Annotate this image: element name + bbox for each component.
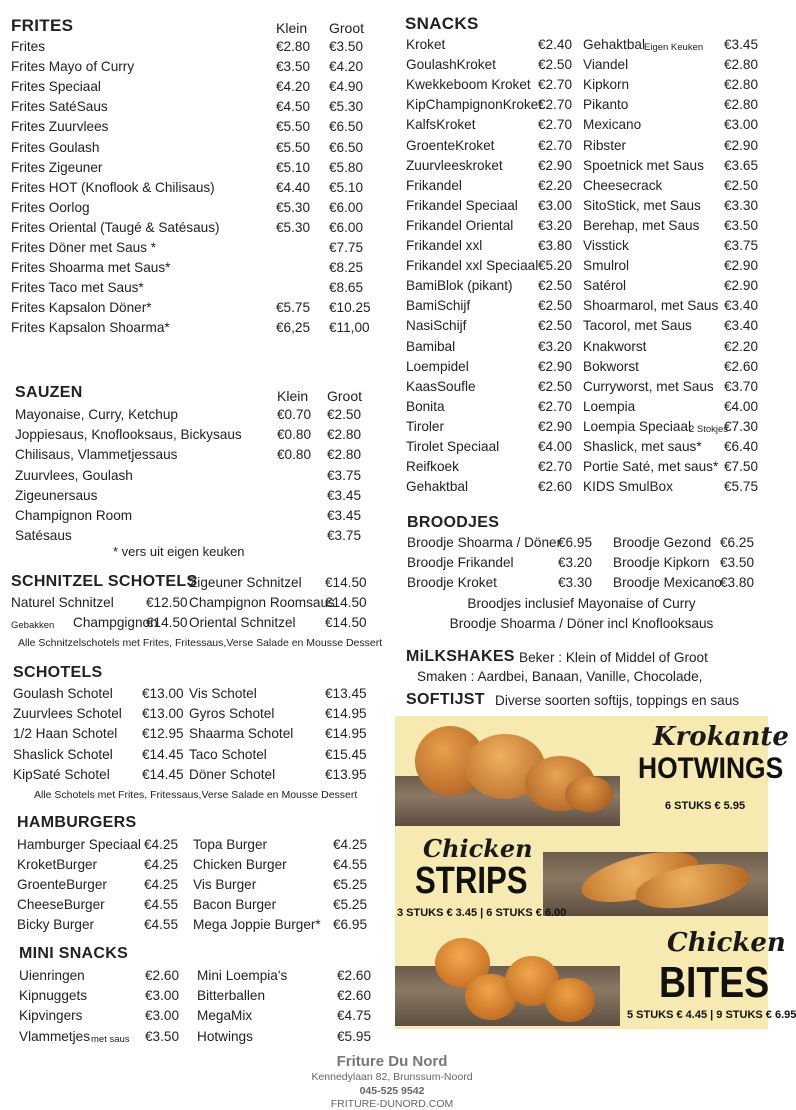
item-name: Zuurvlees, Goulash <box>15 467 133 483</box>
item-name-2: Smulrol <box>583 258 630 274</box>
item-price: €3.50 <box>145 1028 180 1044</box>
item-name: Kipvingers <box>19 1008 83 1024</box>
item-name: BamiBlok (pikant) <box>406 278 513 294</box>
milkshakes-line-1: Beker : Klein of Middel of Groot <box>519 650 708 665</box>
item-price-2: €3.65 <box>724 157 759 173</box>
item-price: €3.00 <box>145 1008 180 1024</box>
item-price-2: €3.75 <box>724 238 759 253</box>
snacks-heading: SNACKS <box>405 14 479 33</box>
item-name: Frites HOT (Knoflook & Chilisaus) <box>11 179 215 195</box>
item-name: Gehaktbal <box>406 479 468 495</box>
item-name: Loempidel <box>406 358 469 374</box>
item-name: Frites Speciaal <box>11 79 101 95</box>
item-price: €4.25 <box>144 877 179 893</box>
item-suffix-2: 2 Stokjes <box>689 423 729 435</box>
item-price: €4.25 <box>144 857 179 873</box>
item-price: €2.60 <box>538 479 573 495</box>
item-name: Champignon Room <box>15 508 133 523</box>
item-name: KipChampignonKroket <box>406 97 543 113</box>
strips-script: Chicken <box>423 834 533 863</box>
item-price: €4.00 <box>538 439 573 454</box>
chicken-bite-image <box>545 978 595 1022</box>
item-name-2: Vis Burger <box>193 877 257 893</box>
item-name-2: MegaMix <box>197 1008 253 1024</box>
item-price: €4.55 <box>144 897 179 913</box>
item-price-2: €5.75 <box>724 479 759 495</box>
chicken-wing-image <box>565 776 613 812</box>
bites-script: Chicken <box>667 928 786 958</box>
price-groot: €2.50 <box>327 407 362 422</box>
price-klein: €5.50 <box>276 139 311 155</box>
item-name: GroenteKroket <box>406 137 495 153</box>
item-price-2: €3.00 <box>724 117 759 133</box>
promo-panel <box>395 716 796 1029</box>
item-price: €2.70 <box>538 398 573 414</box>
item-price-2: €5.25 <box>333 897 368 913</box>
item-price-2: €14.50 <box>325 615 367 631</box>
item-price-2: €13.95 <box>325 766 367 782</box>
item-name: KipSaté Schotel <box>13 766 110 782</box>
item-name: Uienringen <box>19 968 85 983</box>
item-price-2: €14.95 <box>325 706 367 722</box>
schotels-heading: SCHOTELS <box>13 664 103 681</box>
item-price-2: €14.50 <box>325 575 367 590</box>
item-name-2: Cheesecrack <box>583 177 663 193</box>
item-name: Tiroler <box>406 418 445 434</box>
price-groot: €5.80 <box>329 159 364 175</box>
item-name-2: Broodje Kipkorn <box>613 555 710 571</box>
hotwings-price: 6 STUKS € 5.95 <box>665 800 746 812</box>
footer-business-name: Friture Du Nord <box>336 1053 448 1070</box>
price-klein: €0.80 <box>277 447 312 463</box>
item-price-2: €2.80 <box>724 57 759 73</box>
item-price: €3.20 <box>538 338 573 354</box>
item-name: Vlammetjes <box>19 1028 91 1044</box>
item-name-2: Chicken Burger <box>193 857 287 873</box>
softijs-line: Diverse soorten softijs, toppings en saus <box>495 693 740 708</box>
item-name-2: Mini Loempia's <box>197 968 288 983</box>
item-name: KroketBurger <box>17 857 98 873</box>
price-klein: €4.40 <box>276 179 311 195</box>
item-name: Zuurvlees Schotel <box>13 706 122 722</box>
item-price: €2.70 <box>538 97 573 113</box>
item-price-2: €3.40 <box>724 318 759 334</box>
price-klein: €5.50 <box>276 119 311 135</box>
item-name: Bamibal <box>406 338 456 354</box>
item-name-2: Tacorol, met Saus <box>583 318 692 334</box>
item-prefix: Gebakken <box>11 620 55 632</box>
item-name-2: Spoetnick met Saus <box>583 157 704 173</box>
item-price: €3.30 <box>558 575 593 591</box>
price-groot: €7.75 <box>329 240 364 255</box>
item-price-2: €3.80 <box>720 575 755 591</box>
item-name: Frikandel Oriental <box>406 217 514 233</box>
item-price: €3.20 <box>558 555 593 571</box>
item-name: Frites Goulash <box>11 139 100 155</box>
item-price: €3.80 <box>538 238 573 253</box>
item-price: €13.00 <box>142 706 184 722</box>
footer-website: FRITURE-DUNORD.COM <box>330 1098 454 1110</box>
price-groot: €3.45 <box>327 487 362 503</box>
price-klein: €4.50 <box>276 99 311 115</box>
item-name: Frites Zuurvlees <box>11 119 109 135</box>
item-price-2: €4.00 <box>724 398 759 414</box>
hotwings-script: Krokante <box>653 722 789 752</box>
item-price-2: €6.25 <box>720 535 755 550</box>
item-price: €4.25 <box>144 837 179 852</box>
item-name: NasiSchijf <box>406 318 467 334</box>
price-groot: €3.75 <box>327 528 362 544</box>
price-groot: €4.20 <box>329 59 364 75</box>
item-name: BamiSchijf <box>406 298 471 314</box>
item-name: Frites Kapsalon Döner* <box>11 300 152 316</box>
hotwings-title: HOTWINGS <box>638 752 784 785</box>
item-price-2: €5.25 <box>333 877 368 893</box>
item-name: Reifkoek <box>406 459 459 475</box>
item-name-2: Mexicano <box>583 117 642 133</box>
item-name-2: Champignon Roomsaus <box>189 595 335 611</box>
item-name-2: Taco Schotel <box>189 746 267 762</box>
price-groot: €4.90 <box>329 79 364 95</box>
item-name-2: KIDS SmulBox <box>583 479 673 495</box>
price-klein: €5.30 <box>276 219 311 235</box>
item-name: Kipnuggets <box>19 988 88 1004</box>
price-groot: €6.00 <box>329 199 364 215</box>
item-name-2: Shoarmarol, met Saus <box>583 298 719 314</box>
item-price-2: €5.95 <box>337 1028 372 1044</box>
bites-price: 5 STUKS € 4.45 | 9 STUKS € 6.95 <box>627 1009 796 1021</box>
strips-title: STRIPS <box>415 860 528 902</box>
item-price: €14.50 <box>146 615 188 631</box>
sauzen-col-groot: Groot <box>327 388 363 404</box>
item-name-2: SitoStick, met Saus <box>583 197 701 213</box>
schnitzel-note: Alle Schnitzelschotels met Frites, Fritessaus,Verse Salade en Mousse Dessert <box>18 637 383 649</box>
item-name: Satésaus <box>15 528 72 544</box>
item-price: €2.70 <box>538 77 573 93</box>
item-name-2: Knakworst <box>583 338 647 354</box>
price-groot: €8.65 <box>329 280 364 296</box>
item-name: Frites Zigeuner <box>11 159 103 175</box>
footer-phone: 045-525 9542 <box>359 1085 425 1097</box>
price-klein: €2.80 <box>276 39 311 54</box>
item-name-2: Oriental Schnitzel <box>189 615 296 631</box>
item-price-2: €14.50 <box>325 595 367 611</box>
item-price-2: €3.30 <box>724 197 759 213</box>
item-name: Frikandel Speciaal <box>406 197 518 213</box>
broodjes-heading: BROODJES <box>407 514 500 531</box>
item-name: Frites SatéSaus <box>11 99 108 115</box>
item-name-2: Gehaktbal <box>583 37 645 52</box>
item-name: Broodje Frikandel <box>407 555 514 571</box>
price-klein: €0.80 <box>277 427 312 443</box>
schnitzel-heading: SCHNITZEL SCHOTELS <box>11 573 198 590</box>
item-price: €3.00 <box>538 197 573 213</box>
price-groot: €3.75 <box>327 467 362 483</box>
item-price: €2.20 <box>538 177 573 193</box>
price-groot: €11,00 <box>329 320 370 336</box>
item-name: Chilisaus, Vlammetjessaus <box>15 447 178 463</box>
item-name-2: Broodje Mexicano <box>613 575 722 591</box>
item-name-2: Pikanto <box>583 97 629 113</box>
milkshakes-heading: MiLKSHAKES <box>406 648 515 665</box>
item-price: €5.20 <box>538 258 573 274</box>
item-name: Frites Oriental (Taugé & Satésaus) <box>11 219 220 235</box>
sauzen-heading: SAUZEN <box>15 384 83 401</box>
item-price-2: €3.40 <box>724 298 759 314</box>
item-name-2: Kipkorn <box>583 77 630 93</box>
item-name-2: Viandel <box>583 57 629 73</box>
broodjes-note-1: Broodjes inclusief Mayonaise of Curry <box>467 596 696 611</box>
item-price-2: €3.70 <box>724 378 759 394</box>
price-groot: €6.50 <box>329 139 364 155</box>
item-price-2: €2.80 <box>724 77 759 93</box>
price-groot: €10.25 <box>329 300 371 316</box>
item-price: €2.50 <box>538 318 573 334</box>
item-name: Frites Döner met Saus * <box>11 240 157 255</box>
item-name-2: Bitterballen <box>197 988 266 1004</box>
price-groot: €3.45 <box>327 508 362 523</box>
schotels-note: Alle Schotels met Frites, Fritessaus,Verse Salade en Mousse Dessert <box>34 789 358 801</box>
broodjes-note-2: Broodje Shoarma / Döner incl Knoflooksaus <box>449 616 714 631</box>
sauzen-note: * vers uit eigen keuken <box>113 544 245 559</box>
item-price-2: €2.60 <box>337 968 372 983</box>
item-price: €3.00 <box>145 988 180 1004</box>
mini-snacks-heading: MINI SNACKS <box>19 945 129 962</box>
frites-col-klein: Klein <box>276 20 308 36</box>
price-klein: €5.10 <box>276 159 311 175</box>
item-name-2: Satérol <box>583 278 627 294</box>
item-name: Zuurvleeskroket <box>406 157 503 173</box>
item-price-2: €3.45 <box>724 37 759 52</box>
item-price-2: €6.40 <box>724 439 759 454</box>
item-price-2: €14.95 <box>325 726 367 742</box>
item-name-2: Bokworst <box>583 358 639 374</box>
item-name: Zigeunersaus <box>15 487 98 503</box>
item-name: Frites Mayo of Curry <box>11 59 135 75</box>
item-suffix-2: Eigen Keuken <box>644 42 704 53</box>
item-price: €2.90 <box>538 157 573 173</box>
item-name: Tirolet Speciaal <box>406 439 500 454</box>
item-name: KaasSoufle <box>406 378 476 394</box>
item-price: €2.50 <box>538 298 573 314</box>
price-klein: €0.70 <box>277 407 312 422</box>
item-name: Frites Taco met Saus* <box>11 280 144 296</box>
price-klein: €5.75 <box>276 300 311 316</box>
item-suffix: met saus <box>91 1033 130 1045</box>
price-klein: €4.20 <box>276 79 311 95</box>
item-price-2: €15.45 <box>325 746 367 762</box>
item-price-2: €4.25 <box>333 837 368 852</box>
bites-title: BITES <box>659 958 770 1007</box>
item-price: €2.50 <box>538 378 573 394</box>
item-price-2: €2.90 <box>724 278 759 294</box>
item-price-2: €2.80 <box>724 97 759 113</box>
item-price-2: €7.50 <box>724 459 759 475</box>
frites-heading: FRITES <box>11 16 74 35</box>
item-name: Broodje Kroket <box>407 575 497 591</box>
item-name-2: Shaarma Schotel <box>189 726 294 742</box>
item-price: €3.20 <box>538 217 573 233</box>
item-price: €2.40 <box>538 37 573 52</box>
item-name-2: Loempia Speciaal <box>583 418 692 434</box>
item-price: €12.50 <box>146 595 188 611</box>
item-name-2: Shaslick, met saus* <box>583 439 702 454</box>
price-klein: €6,25 <box>276 320 311 336</box>
milkshakes-line-2: Smaken : Aardbei, Banaan, Vanille, Chocolade, <box>417 669 703 684</box>
item-name: Frikandel xxl Speciaal <box>406 258 539 274</box>
item-name-2: Visstick <box>583 238 629 253</box>
item-price: €2.60 <box>145 968 180 983</box>
item-name-2: Döner Schotel <box>189 766 276 782</box>
item-name-2: Loempia <box>583 398 636 414</box>
item-price-2: €6.95 <box>333 917 368 933</box>
item-price-2: €2.90 <box>724 258 759 274</box>
item-name: Kroket <box>406 37 446 52</box>
item-price-2: €13.45 <box>325 686 367 701</box>
price-groot: €6.50 <box>329 119 364 135</box>
item-name: Champgignon <box>73 615 158 631</box>
item-name: Frites <box>11 39 45 54</box>
price-groot: €6.00 <box>329 219 364 235</box>
item-price-2: €4.75 <box>337 1008 372 1024</box>
item-price: €2.70 <box>538 137 573 153</box>
item-name-2: Portie Saté, met saus* <box>583 459 719 475</box>
item-name-2: Vis Schotel <box>189 686 257 701</box>
item-name-2: Gyros Schotel <box>189 706 275 722</box>
item-price: €2.50 <box>538 278 573 294</box>
item-name: Shaslick Schotel <box>13 746 113 762</box>
item-name-2: Berehap, met Saus <box>583 217 700 233</box>
item-name: Broodje Shoarma / Döner <box>407 535 562 550</box>
strips-price: 3 STUKS € 3.45 | 6 STUKS € 6.00 <box>397 907 567 919</box>
item-price-2: €2.60 <box>724 358 759 374</box>
item-name: Frites Kapsalon Shoarma* <box>11 320 170 336</box>
item-price: €6.95 <box>558 535 593 550</box>
item-name: GoulashKroket <box>406 57 496 73</box>
item-name: Kwekkeboom Kroket <box>406 77 531 93</box>
item-price-2: €3.50 <box>724 217 759 233</box>
item-name: GroenteBurger <box>17 877 107 893</box>
item-name: Hamburger Speciaal <box>17 837 141 852</box>
item-name: Joppiesaus, Knoflooksaus, Bickysaus <box>15 427 242 443</box>
softijs-heading: SOFTIJST <box>406 691 485 708</box>
item-name: Frites Shoarma met Saus* <box>11 260 171 276</box>
item-price: €4.55 <box>144 917 179 933</box>
item-name-2: Hotwings <box>197 1028 253 1044</box>
item-price-2: €2.50 <box>724 177 759 193</box>
item-price-2: €2.60 <box>337 988 372 1004</box>
price-klein: €3.50 <box>276 59 311 75</box>
price-groot: €5.10 <box>329 179 364 195</box>
hamburgers-heading: HAMBURGERS <box>17 814 137 831</box>
item-name-2: Mega Joppie Burger* <box>193 917 321 933</box>
frites-col-groot: Groot <box>329 20 365 36</box>
item-price: €2.70 <box>538 459 573 475</box>
item-name: 1/2 Haan Schotel <box>13 726 118 742</box>
item-name: Bicky Burger <box>17 917 95 933</box>
item-name: Frites Oorlog <box>11 199 90 215</box>
price-groot: €2.80 <box>327 447 362 463</box>
item-name: Frikandel <box>406 177 462 193</box>
item-name-2: Topa Burger <box>193 837 268 852</box>
item-name-2: Broodje Gezond <box>613 535 712 550</box>
item-name-2: Zigeuner Schnitzel <box>189 575 302 590</box>
item-name-2: Curryworst, met Saus <box>583 378 714 394</box>
item-price-2: €2.90 <box>724 137 759 153</box>
item-price: €2.50 <box>538 57 573 73</box>
item-price-2: €2.20 <box>724 338 759 354</box>
item-name: Mayonaise, Curry, Ketchup <box>15 407 178 422</box>
item-name: KalfsKroket <box>406 117 476 133</box>
price-klein: €5.30 <box>276 199 311 215</box>
item-price: €12.95 <box>142 726 184 742</box>
item-price-2: €4.55 <box>333 857 368 873</box>
price-groot: €8.25 <box>329 260 364 276</box>
item-price: €2.90 <box>538 358 573 374</box>
item-price: €14.45 <box>142 766 184 782</box>
item-price-2: €7.30 <box>724 418 759 434</box>
item-price: €14.45 <box>142 746 184 762</box>
item-price: €2.70 <box>538 117 573 133</box>
footer-address: Kennedylaan 82, Brunssum-Noord <box>311 1071 473 1083</box>
item-name: Bonita <box>406 398 445 414</box>
item-name-2: Bacon Burger <box>193 897 277 913</box>
price-groot: €3.50 <box>329 39 364 54</box>
item-name-2: Ribster <box>583 137 627 153</box>
price-groot: €2.80 <box>327 427 362 443</box>
sauzen-col-klein: Klein <box>277 388 309 404</box>
item-price: €2.90 <box>538 418 573 434</box>
item-name: Naturel Schnitzel <box>11 595 114 611</box>
item-name: Goulash Schotel <box>13 686 113 701</box>
price-groot: €5.30 <box>329 99 364 115</box>
item-name: CheeseBurger <box>17 897 105 913</box>
item-price: €13.00 <box>142 686 184 701</box>
item-price-2: €3.50 <box>720 555 755 571</box>
item-name: Frikandel xxl <box>406 238 483 253</box>
